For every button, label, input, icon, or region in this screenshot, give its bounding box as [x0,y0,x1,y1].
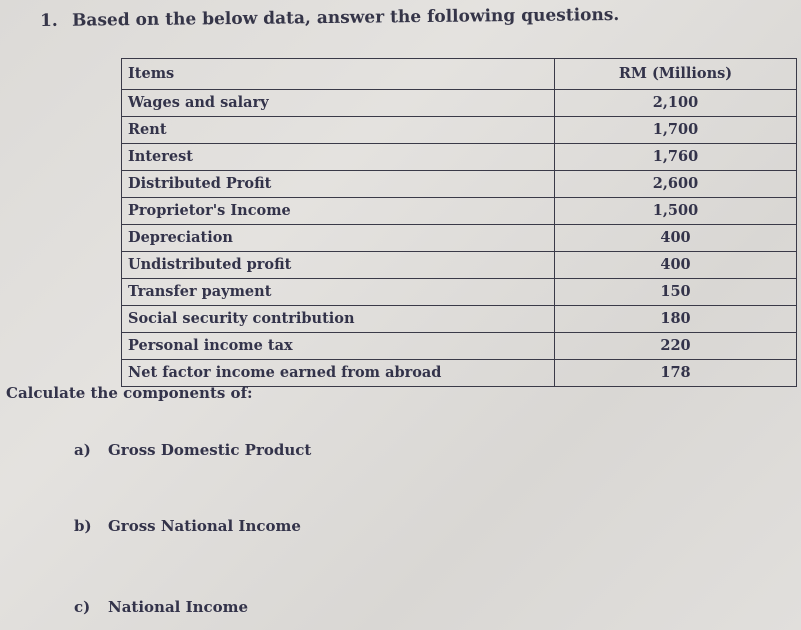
header-items: Items [122,59,555,90]
row-value: 1,700 [555,117,797,144]
row-value: 400 [555,252,797,279]
sub-question-label: c) [74,598,91,616]
sub-question-text: National Income [108,598,249,616]
row-value: 180 [555,306,797,333]
question-header [40,5,619,31]
sub-question-text: Gross Domestic Product [108,441,312,459]
table-row [122,90,797,117]
data-table [121,58,797,387]
row-item: Interest [122,144,555,171]
table-row [122,360,797,387]
row-value: 400 [555,225,797,252]
calculate-instruction: Calculate the components of: [6,384,253,402]
question-number: 1. [39,10,58,32]
table-row [122,252,797,279]
table-row [122,279,797,306]
question-text: Based on the below data, answer the following questions. [71,4,620,31]
table-row [122,171,797,198]
sub-question-b [74,517,301,535]
row-item: Social security contribution [122,306,555,333]
row-item: Wages and salary [122,90,555,117]
sub-question-label: a) [74,441,91,459]
row-item: Transfer payment [122,279,555,306]
row-item: Depreciation [122,225,555,252]
row-item: Undistributed profit [122,252,555,279]
table-row [122,225,797,252]
table-header-row [122,59,797,90]
row-value: 2,600 [555,171,797,198]
sub-question-text: Gross National Income [108,517,301,535]
row-value: 1,760 [555,144,797,171]
row-item: Net factor income earned from abroad [122,360,555,387]
row-item: Distributed Profit [122,171,555,198]
row-value: 178 [555,360,797,387]
row-value: 220 [555,333,797,360]
row-value: 150 [555,279,797,306]
table-row [122,198,797,225]
row-value: 2,100 [555,90,797,117]
sub-question-a [74,441,311,459]
row-item: Proprietor's Income [122,198,555,225]
table-row [122,306,797,333]
sub-question-label: b) [74,517,92,535]
table-row [122,117,797,144]
row-item: Rent [122,117,555,144]
table-row [122,333,797,360]
row-item: Personal income tax [122,333,555,360]
sub-question-c [74,598,248,616]
row-value: 1,500 [555,198,797,225]
header-value: RM (Millions) [555,59,797,90]
table-row [122,144,797,171]
